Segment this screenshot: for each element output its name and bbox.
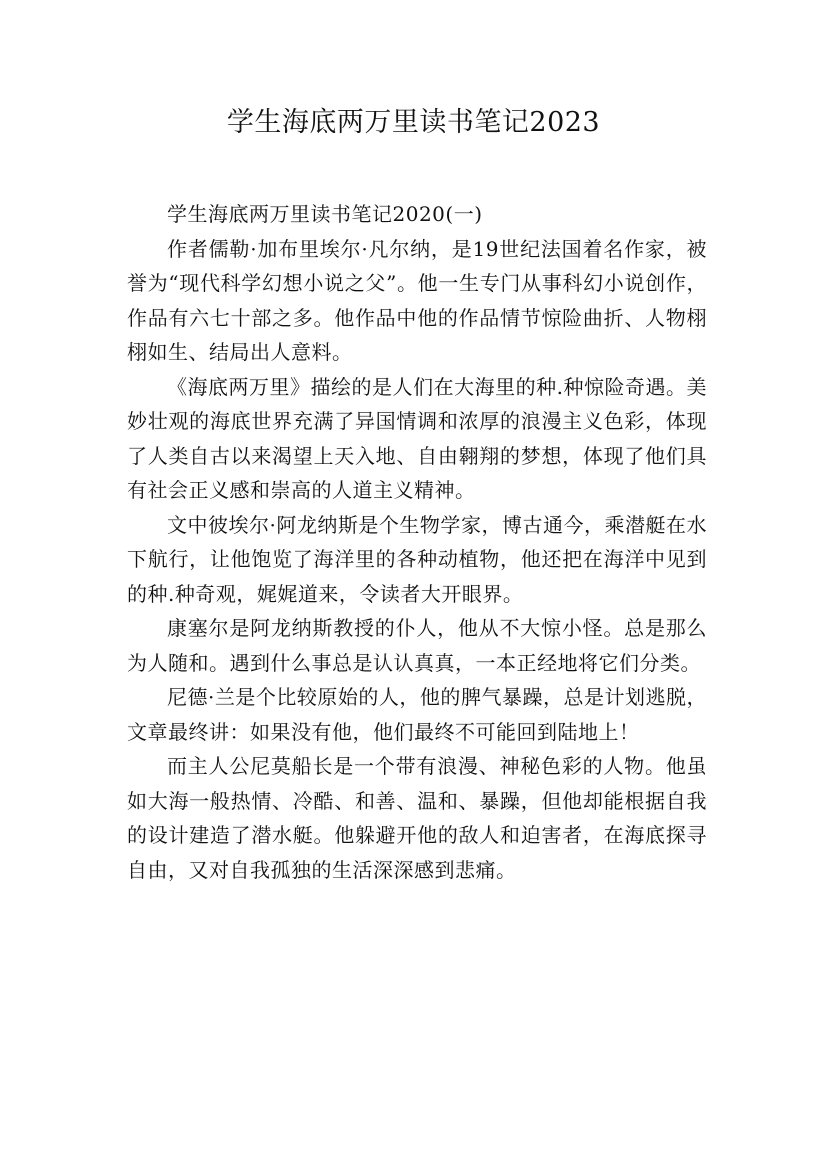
- paragraph-author-intro: 作者儒勒·加布里埃尔·凡尔纳，是19世纪法国着名作家，被誉为“现代科学幻想小说之父”。他一生专门从事科幻小说创作，作品有六七十部之多。他作品中他的作品情节惊险曲折、人物栩栩如生、结局出人意料。: [127, 236, 707, 364]
- section-heading: 学生海底两万里读书笔记2020(一): [167, 202, 483, 226]
- paragraph-book-description: 《海底两万里》描绘的是人们在大海里的种.种惊险奇遇。美妙壮观的海底世界充满了异国情调和浓厚的浪漫主义色彩，体现了人类自古以来渴望上天入地、自由翱翔的梦想，体现了他们具有社会正义感和崇高的人道主义精神。: [127, 374, 707, 502]
- paragraph-ned-land: 尼德·兰是个比较原始的人，他的脾气暴躁，总是计划逃脱，文章最终讲：如果没有他，他们最终不可能回到陆地上！: [127, 685, 707, 744]
- paragraph-captain-nemo: 而主人公尼莫船长是一个带有浪漫、神秘色彩的人物。他虽如大海一般热情、冷酷、和善、温和、暴躁，但他却能根据自我的设计建造了潜水艇。他躲避开他的敌人和迫害者，在海底探寻自由，又对自我孤独的生活深深感到悲痛。: [127, 754, 707, 882]
- paragraph-aronnax: 文中彼埃尔·阿龙纳斯是个生物学家，博古通今，乘潜艇在水下航行，让他饱览了海洋里的各种动植物，他还把在海洋中见到的种.种奇观，娓娓道来，令读者大开眼界。: [127, 512, 707, 606]
- document-body: [127, 197, 707, 887]
- document-title: 学生海底两万里读书笔记2023: [226, 107, 601, 138]
- paragraph-conseil: 康塞尔是阿龙纳斯教授的仆人，他从不大惊小怪。总是那么为人随和。遇到什么事总是认认真真，一本正经地将它们分类。: [127, 616, 707, 675]
